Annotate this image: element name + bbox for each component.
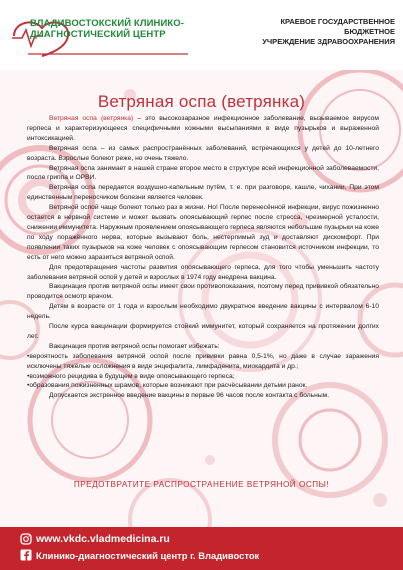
logo-wordmark [30,18,184,40]
paragraph-contraindications: Вакцинация против ветряной оспы имеет свои противопоказания, поэтому перед прививкой обязательно проводится осмотр врачом. [27,283,379,301]
instagram-icon[interactable] [20,533,32,545]
logo-line-1: ВЛАДИВОСТОКСКИЙ КЛИНИКО- [30,18,185,29]
definition-text: – это высокозаразное инфекционное заболевание, вызываемое вирусом герпеса и характеризующееся специфичными кожными высыпаниями в виде пузырьков и выраженной интоксикацией. [27,115,379,142]
paragraph-herpes-zoster: Ветряной оспой чаще болеют только раз в жизни. Но! После перенесённой инфекции, вирус пожизненно остается в нервной системе и может вызвать опоясывающий герпес после стресса, чрезмерной усталости, снижении иммунитета. Наружным проявлением опоясывающего герпеса являются небольшие пузырьки на коже по ходу поражённого нерва, которые вызывают боль, нестерпимый зуд и доставляют дискомфорт. При появлении таких пузырьков на коже человек с опоясывающим герпесом становится источником инфекции, то есть от него можно заразиться ветряной оспой. [27,204,379,261]
paragraph-prevalence: Ветряная оспа – из самых распространённых заболеваний, встречающихся у детей до 10-летнего возраста. Взрослые болеют реже, но очень тяжело. [27,144,379,162]
org-line-1: КРАЕВОЕ ГОСУДАРСТВЕННОЕ БЮДЖЕТНОЕ [280,17,395,36]
footer-band [0,527,403,570]
website-link[interactable]: www.vkdc.vladmedicina.ru [36,533,170,545]
call-to-action: ПРЕДОТВРАТИТЕ РАСПРОСТРАНЕНИЕ ВЕТРЯНОЙ ОСПЫ! [73,480,330,489]
paragraph-emergency: Допускается экстренное введение вакцины в первые 96 часов после контакта с больным. [49,392,330,400]
paragraph-definition [27,114,379,144]
logo-line-2: ДИАГНОСТИЧЕСКИЙ ЦЕНТР [30,29,166,40]
header-band [0,0,403,70]
article-body [27,114,379,401]
page-title: Ветряная оспа (ветрянка) [97,92,306,111]
paragraph-ranking: Ветряная оспа занимает в нашей стране второе место в структуре всей инфекционной заболеваемости, после гриппа и ОРВИ. [27,164,379,182]
bullet-item: •образования пожизненных шрамов, которые возникают при расчёсывании детьми ранок. [27,382,308,390]
paragraph-benefits-intro: Вакцинация против ветряной оспы помогает избежать: [49,342,220,350]
definition-term: Ветряная оспа (ветрянка) [49,115,134,122]
paragraph-immunity: После курса вакцинации формируется стойкий иммунитет, который сохраняется на протяжении долгих лет. [27,323,379,340]
social-line [20,549,259,561]
organization-name [245,17,395,47]
paragraph-schedule: Детям в возрасте от 1 года и взрослым необходимо двукратное введение вакцины с интервалом 6-10 недель. [27,303,379,321]
website-line [20,533,170,545]
bullet-item: •вероятность заболевания ветряной оспой после прививки равна 0,5-1%, но даже в случае заражения исключены тяжёлые осложнения в виде энцефалита, лимфаденита, миокардита и др.; [27,352,379,370]
facebook-icon[interactable] [20,549,32,561]
paragraph-vaccine-history: Для предотвращения частоты развития опоясывающего герпеса, для того чтобы уменьшить частоту заболевания ветряной оспой у детей и взрослых в 1974 году внедрена вакцина. [27,263,379,281]
social-link[interactable]: Клинико-диагностический центр г. Владивосток [36,549,260,561]
org-line-2: УЧРЕЖДЕНИЕ ЗДРАВООХРАНЕНИЯ [262,37,395,46]
paragraph-transmission: Ветряная оспа передается воздушно-капельным путём, т. е. при разговоре, кашле, чихании. При этом единственным переносчиком болезни является человек. [27,184,379,202]
bullet-item: •возможного рецидива в будущем в виде опоясывающего герпеса; [27,372,235,380]
